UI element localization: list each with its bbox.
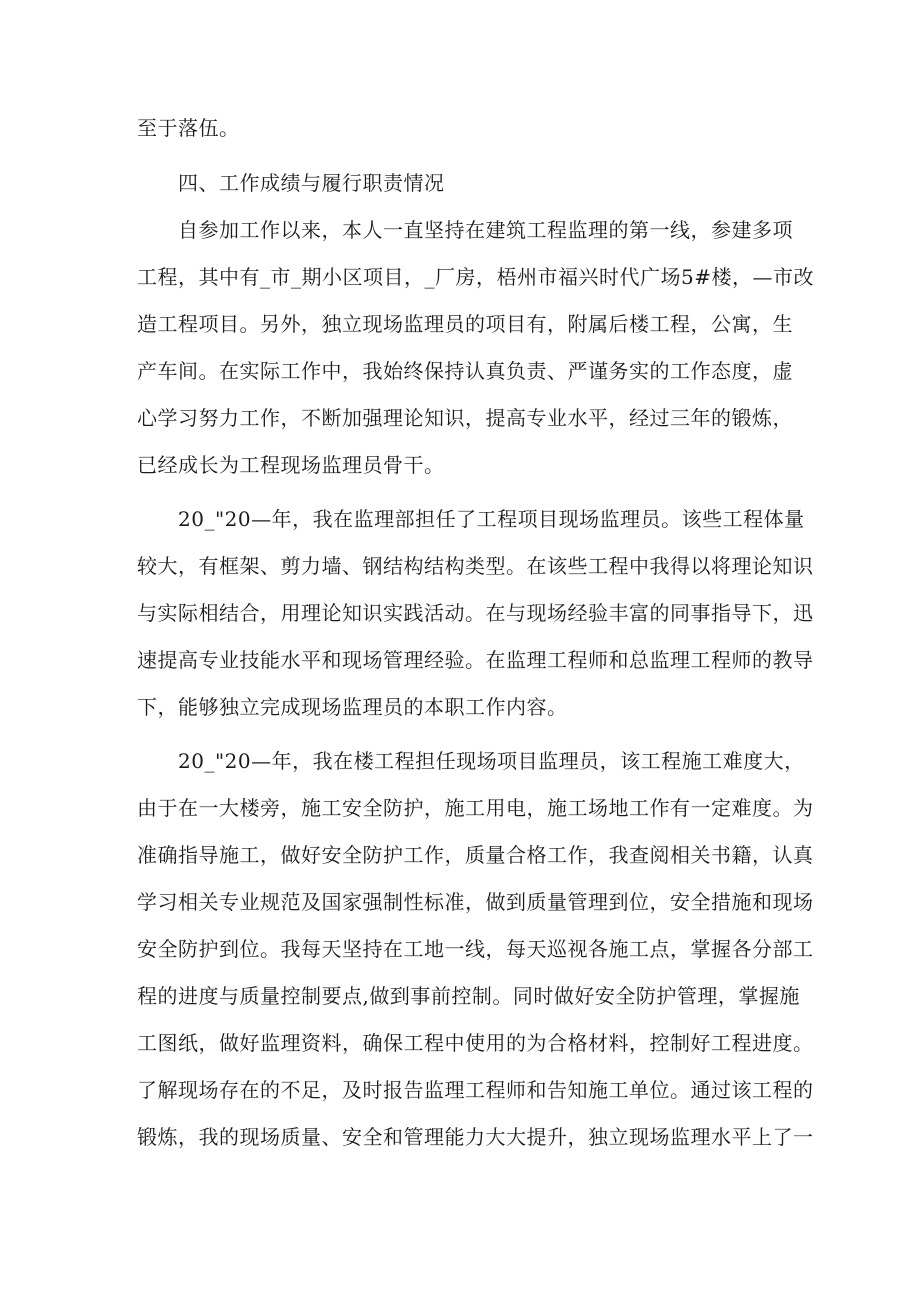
text-line-3: 自参加工作以来，本人一直坚持在建筑工程监理的第一线，参建多项: [178, 218, 793, 242]
text-line-6: 产车间。在实际工作中，我始终保持认真负责、严谨务实的工作态度，虚: [137, 359, 793, 383]
text-line-19: 程的进度与质量控制要点,做到事前控制。同时做好安全防护管理，掌握施: [137, 984, 800, 1008]
text-line-12: 速提高专业技能水平和现场管理经验。在监理工程师和总监理工程师的教导: [137, 648, 814, 672]
text-line-15: 由于在一大楼旁，施工安全防护，施工用电，施工场地工作有一定难度。为: [137, 796, 814, 820]
text-line-22: 锻炼，我的现场质量、安全和管理能力大大提升，独立现场监理水平上了一: [137, 1125, 814, 1149]
text-line-13: 下，能够独立完成现场监理员的本职工作内容。: [137, 695, 568, 719]
text-line-9: 20_"20—年，我在监理部担任了工程项目现场监理员。该些工程体量: [178, 507, 805, 531]
text-line-4: 工程，其中有_市_期小区项目，_厂房，梧州市福兴时代广场5#楼，—市改: [137, 265, 814, 289]
text-line-11: 与实际相结合，用理论知识实践活动。在与现场经验丰富的同事指导下，迅: [137, 601, 814, 625]
text-line-16: 准确指导施工，做好安全防护工作，质量合格工作，我查阅相关书籍，认真: [137, 843, 814, 867]
text-line-18: 安全防护到位。我每天坚持在工地一线，每天巡视各施工点，掌握各分部工: [137, 937, 814, 961]
text-line-17: 学习相关专业规范及国家强制性标准，做到质量管理到位，安全措施和现场: [137, 890, 814, 914]
text-line-20: 工图纸，做好监理资料，确保工程中使用的为合格材料，控制好工程进度。: [137, 1031, 814, 1055]
text-line-8: 已经成长为工程现场监理员骨干。: [137, 453, 445, 477]
section-heading: 四、工作成绩与履行职责情况: [178, 171, 445, 195]
text-line-10: 较大，有框架、剪力墙、钢结构结构类型。在该些工程中我得以将理论知识: [137, 554, 814, 578]
text-line-1: 至于落伍。: [137, 116, 240, 140]
text-line-5: 造工程项目。另外，独立现场监理员的项目有，附属后楼工程，公寓，生: [137, 312, 793, 336]
text-line-21: 了解现场存在的不足，及时报告监理工程师和告知施工单位。通过该工程的: [137, 1078, 814, 1102]
text-line-14: 20_"20—年，我在楼工程担任现场项目监理员，该工程施工难度大，: [178, 749, 805, 773]
text-line-7: 心学习努力工作，不断加强理论知识，提高专业水平，经过三年的锻炼，: [137, 406, 793, 430]
